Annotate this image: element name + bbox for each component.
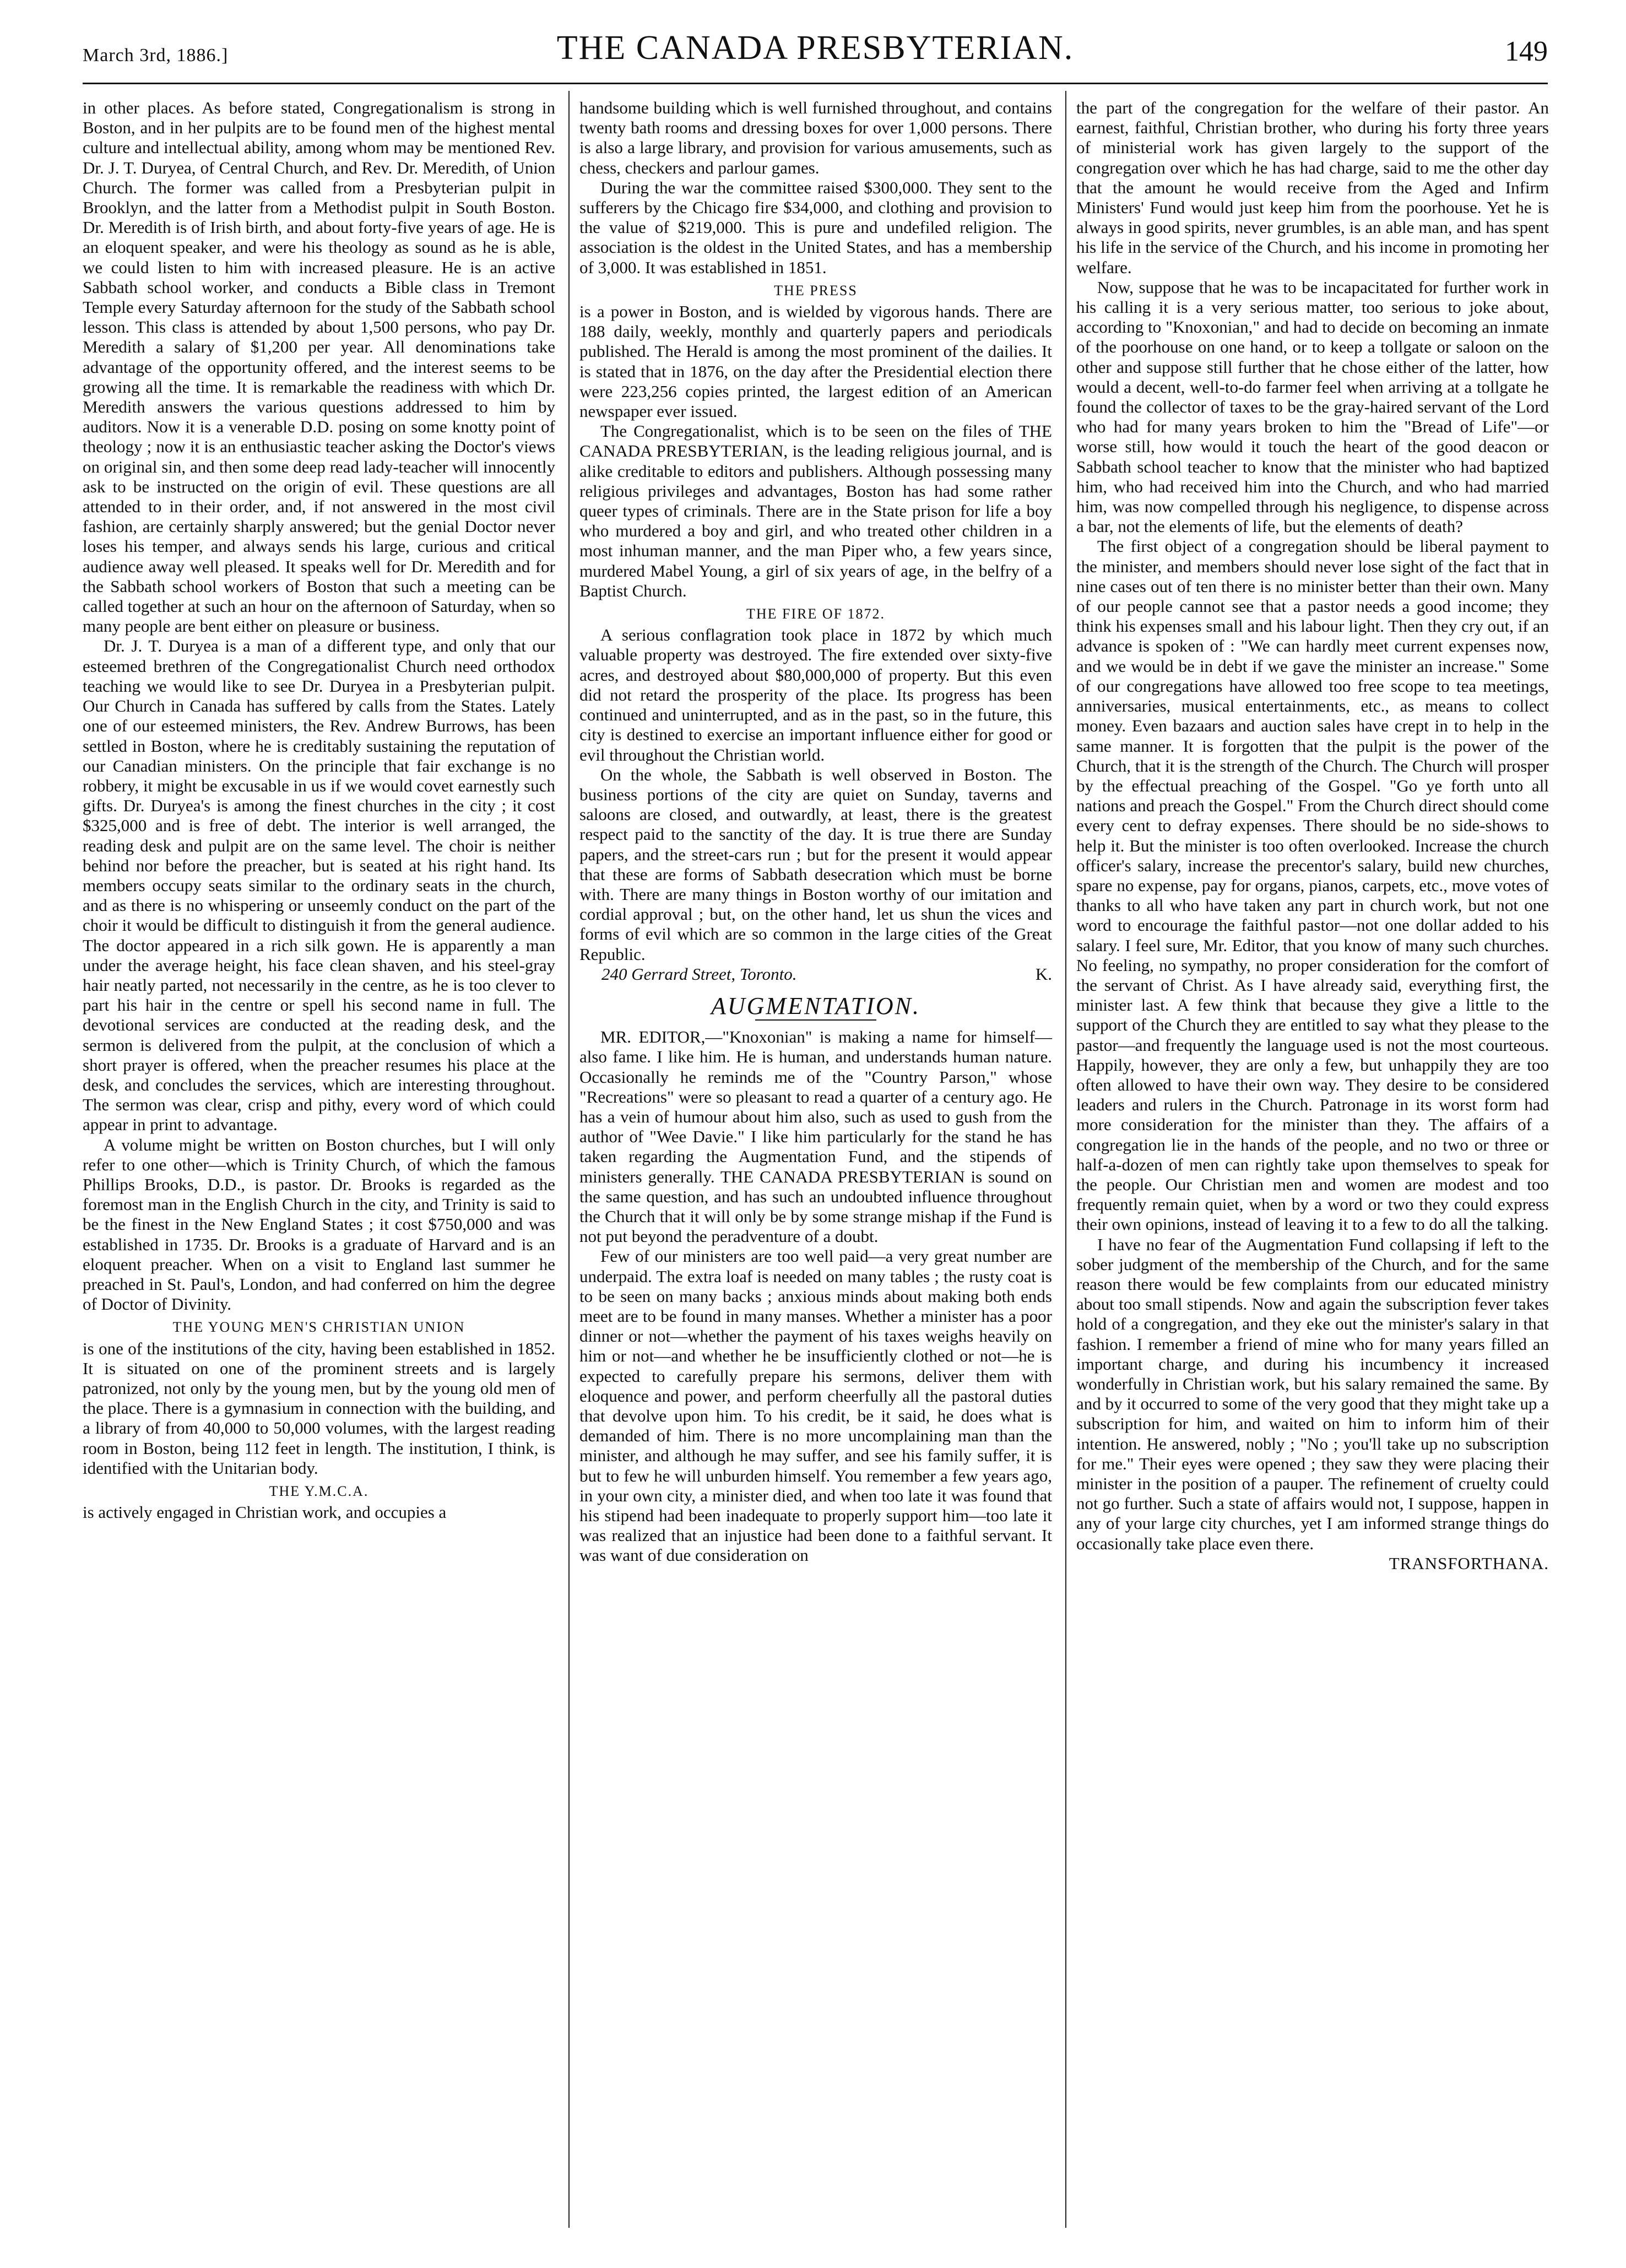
paragraph: Now, suppose that he was to be incapacitated for further work in his calling it is a very serious matter, too serious to joke about, according to "Knoxonian," and had to decide on becoming an inmate of the poorhouse on one hand, or to keep a tollgate or saloon on the other and suppose still further that he chose either of the latter, how would a decent, well-to-do farmer feel when arriving at a tollgate he found the collector of taxes to be the gray-haired servant of the Lord who had for many years broken to him the "Bread of Life"—or worse still, how would it touch the heart of the good deacon or Sabbath school teacher to know that the minister who had baptized him, who had received him into the Church, and who had married him, was now compelled through his negligence, to dispense across a bar, not the elements of life, but the elements of death? (1076, 277, 1549, 536)
column-divider (568, 91, 570, 2228)
author-signature: K. (1035, 964, 1052, 984)
paragraph: is actively engaged in Christian work, and occupies a (83, 1502, 447, 1522)
paragraph: The Congregationalist, which is to be seen on the files of THE CANADA PRESBYTERIAN, is the leading religious journal, and is alike creditable to editors and publishers. Although possessing many religious privileges and advantages, Boston has had some rather queer types of criminals. There are in the State prison for life a boy who murdered a boy and girl, and who treated other children in a most inhuman manner, and the man Piper who, a few years since, murdered Mabel Young, a girl of six years of age, in the belfry of a Baptist Church. (579, 421, 1052, 600)
paragraph: MR. EDITOR,—"Knoxonian" is making a name for himself—also fame. I like him. He is human, and understands human nature. Occasionally he reminds me of the "Country Parson," whose "Recreations" were so pleasant to read a quarter of a century ago. He has a vein of humour about him also, such as used to gush from the author of "Wee Davie." I like him particularly for the stand he has taken regarding the Augmentation Fund, and the stipends of ministers generally. THE CANADA PRESBYTERIAN is sound on the same question, and has such an undoubted influence throughout the Church that it will only be by some strange mishap if the Fund is not put beyond the peradventure of a doubt. (579, 1027, 1052, 1246)
paragraph: During the war the committee raised $300,000. They sent to the sufferers by the Chicago fire $34,000, and clothing and provision to the value of $219,000. This is pure and undefiled religion. The association is the oldest in the United States, and has a membership of 3,000. It was established in 1851. (579, 177, 1052, 277)
column-2 (579, 98, 1052, 1566)
paragraph: The first object of a congregation should be liberal payment to the minister, and members should never lose sight of the fact that in nine cases out of ten there is no minister better than their own. Many of our people cannot see that a pastor needs a good income; they think his expenses small and his labour light. Then they cry out, if an advance is spoken of : "We can hardly meet current expenses now, and we would be in debt if we gave the minister an increase." Some of our congregations have allowed too free scope to tea meetings, anniversaries, musical entertainments, etc., as means to collect money. Even bazaars and auction sales have crept in to help in the same manner. It is forgotten that the pulpit is the power of the Church, that it is the strength of the Church. The Church will prosper by the effectual preaching of the Gospel. "Go ye forth unto all nations and preach the Gospel." From the Church direct should come every cent to defray expenses. There should be no side-shows to help it. But the minister is too often overlooked. Increase the church officer's salary, increase the precentor's salary, build new churches, spare no expense, pay for organs, pianos, carpets, etc., move votes of thanks to all who have taken any part in church work, but not one word to encourage the faithful pastor—not one dollar added to his salary. I feel sure, Mr. Editor, that you know of many such churches. No feeling, no sympathy, no proper consideration for the comfort of the servant of Christ. As I have already said, everything first, the minister last. A few think that because they give a little to the support of the Church they are entitled to say what they please to the pastor—and frequently the language used is not the most courteous. Happily, however, they are only a few, but unhappily they are too often allowed to have their own way. They desire to be considered leaders and rulers in the Church. Patronage in its worst form had more consideration for the minister than they. The affairs of a congregation lie in the hands of the people, and no two or three or half-a-dozen of men can rightly take upon themselves to speak for the people. Our Christian men and women are modest and too frequently remain quiet, when by a word or two they could express their own opinions, instead of leaving it to a few to do all the talking. (1076, 536, 1549, 1234)
paragraph: in other places. As before stated, Congregationalism is strong in Boston, and in her pulpits are to be found men of the highest mental culture and intellectual ability, among whom may be mentioned Rev. Dr. J. T. Duryea, of Central Church, and Rev. Dr. Meredith, of Union Church. The former was called from a Presbyterian pulpit in Brooklyn, and the latter from a Methodist pulpit in South Boston. Dr. Meredith is of Irish birth, and about forty-five years of age. He is an eloquent speaker, and were his theology as sound as he is able, we could listen to him with increased pleasure. He is an active Sabbath school worker, and conducts a Bible class in Tremont Temple every Saturday afternoon for the study of the Sabbath school lesson. This class is attended by about 1,500 persons, who pay Dr. Meredith a salary of $1,200 per year. All denominations take advantage of the opportunity offered, and the interest seems to be growing all the time. It is remarkable the readiness with which Dr. Meredith answers the various questions addressed to him by auditors. Now it is a venerable D.D. posing on some knotty point of theology ; now it is an enthusiastic teacher asking the Doctor's views on original sin, and then some deep read lady-teacher will innocently ask to be instructed on the origin of evil. These questions are all attended to in their order, and, if not answered in the most civil fashion, are certainly sharply answered; but the genial Doctor never loses his temper, and always sends his large, curious and critical audience away well pleased. It speaks well for Dr. Meredith and for the Sabbath school workers of Boston that such a meeting can be called together at such an hour on the afternoon of Saturday, when so many people are bent either on pleasure or business. (83, 98, 555, 636)
author-address: 240 Gerrard Street, Toronto. (601, 964, 797, 984)
page-number: 149 (1505, 36, 1548, 67)
author-signature: TRANSFORTHANA. (1389, 1553, 1549, 1573)
column-divider (1065, 91, 1066, 2228)
paragraph: handsome building which is well furnished throughout, and contains twenty bath rooms and dressing boxes for over 1,000 persons. There is also a large library, and provision for various amusements, such as chess, checkers and parlour games. (579, 98, 1052, 177)
paragraph: A serious conflagration took place in 1872 by which much valuable property was destroyed. The fire extended over sixty-five acres, and destroyed about $80,000,000 of property. But this even did not retard the prosperity of the place. Its progress has been continued and uninterrupted, and as in the past, so in the future, this city is destined to exercise an important influence either for good or evil throughout the Christian world. (579, 625, 1052, 764)
column-3 (1076, 98, 1549, 1574)
paragraph: Few of our ministers are too well paid—a very great number are underpaid. The extra loaf is needed on many tables ; the rusty coat is to be seen on many backs ; anxious minds about making both ends meet are to be found in many manses. Whether a minister has a poor dinner or not—whether the payment of his taxes weighs heavily on him or not—and whether he be insufficiently clothed or not—he is expected to carefully prepare his sermons, deliver them with eloquence and power, and perform cheerfully all the pastoral duties that devolve upon him. To his credit, be it said, he does what is demanded of him. There is no more uncomplaining man than the minister, and although he may suffer, and see his family suffer, it is but to few he will unburden himself. You remember a few years ago, in your own city, a minister died, and when too late it was found that his stipend had been inadequate to properly support him—too late it was realized that an injustice had been done to a faithful servant. It was want of due consideration on (579, 1246, 1052, 1565)
paragraph: A volume might be written on Boston churches, but I will only refer to one other—which is Trinity Church, of which the famous Phillips Brooks, D.D., is pastor. Dr. Brooks is regarded as the foremost man in the English Church in the city, and Trinity is said to be the finest in the New England States ; it cost $750,000 and was established in 1735. Dr. Brooks is a graduate of Harvard and is an eloquent preacher. When on a visit to England last summer he preached in St. Paul's, London, and had conferred on him the degree of Doctor of Divinity. (83, 1135, 555, 1314)
page-header (83, 29, 1548, 78)
paragraph: I have no fear of the Augmentation Fund collapsing if left to the sober judgment of the membership of the Church, and for the same reason there would be few complaints from our educated ministry about too small stipends. Now and again the subscription fever takes hold of a congregation, and they eke out the minister's salary in that fashion. I remember a friend of mine who for many years filled an important charge, and during his incumbency it increased wonderfully in Christian work, but his salary remained the same. By and by it occurred to some of the very good that they might take up a subscription for him, and waited on him to inform him of their intention. He answered, nobly ; "No ; you'll take up no subscription for me." Their eyes were opened ; they saw they were placing their minister in the position of a pauper. The refinement of cruelty could not go further. Such a state of affairs would not, I suppose, happen in any of your large city churches, yet I am informed strange things do occasionally take place even there. (1076, 1234, 1549, 1553)
section-heading: THE FIRE OF 1872. (746, 606, 886, 622)
title-rule (755, 1019, 876, 1021)
paragraph: is a power in Boston, and is wielded by vigorous hands. There are 188 daily, weekly, monthly and quarterly papers and periodicals published. The Herald is among the most prominent of the dailies. It is stated that in 1876, on the day after the Presidential election there were 223,256 copies printed, the largest edition of an American newspaper ever issued. (579, 302, 1052, 421)
section-heading: THE YOUNG MEN'S CHRISTIAN UNION (172, 1319, 465, 1336)
article-title: AUGMENTATION. (711, 992, 920, 1019)
newspaper-title: THE CANADA PRESBYTERIAN. (556, 29, 1074, 67)
header-rule (83, 83, 1548, 84)
paragraph: is one of the institutions of the city, having been established in 1852. It is situated on one of the prominent streets and is largely patronized, not only by the young men, but by the young old men of the place. There is a gymnasium in connection with the building, and a library of from 40,000 to 50,000 volumes, with the largest reading room in Boston, being 112 feet in length. The institution, I think, is identified with the Unitarian body. (83, 1338, 555, 1478)
issue-date: March 3rd, 1886.] (83, 45, 229, 66)
paragraph: Dr. J. T. Duryea is a man of a different type, and only that our esteemed brethren of the Congregationalist Church need orthodox teaching we would like to see Dr. Duryea in a Presbyterian pulpit. Our Church in Canada has suffered by calls from the States. Lately one of our esteemed ministers, the Rev. Andrew Burrows, has been settled in Boston, where he is creditably sustaining the reputation of our Canadian ministers. On the principle that fair exchange is no robbery, it might be excusable in us if we would covet earnestly such gifts. Dr. Duryea's is among the finest churches in the city ; it cost $325,000 and is free of debt. The interior is well arranged, the reading desk and pulpit are on the same level. The choir is neither behind nor before the preacher, but is seated at his right hand. Its members occupy seats similar to the ordinary seats in the church, and as there is no whispering or unseemly conduct on the part of the choir it would be difficult to distinguish it from the general audience. The doctor appeared in a rich silk gown. He is apparently a man under the average height, his face clean shaven, and his steel-gray hair neatly parted, not necessarily in the centre, as he is too clever to part his hair in the centre or spell his second name in full. The devotional services are conducted at the reading desk, and the sermon is delivered from the pulpit, at the conclusion of which a short prayer is offered, when the preacher resumes his place at the desk, and concludes the services, which are interesting throughout. The sermon was clear, crisp and pithy, every word of which could appear in print to advantage. (83, 636, 555, 1135)
section-heading: THE PRESS (774, 282, 858, 299)
column-1 (83, 98, 555, 1522)
signature-row (579, 964, 1052, 984)
paragraph: the part of the congregation for the welfare of their pastor. An earnest, faithful, Christian brother, who during his forty three years of ministerial work has given largely to the support of the congregation over which he has had charge, said to me the other day that the amount he would receive from the Aged and Infirm Ministers' Fund would just keep him from the poorhouse. Yet he is always in good spirits, never grumbles, is an able man, and has spent his life in the service of the Church, and his income in promoting her welfare. (1076, 98, 1549, 277)
section-heading: THE Y.M.C.A. (269, 1483, 369, 1500)
paragraph: On the whole, the Sabbath is well observed in Boston. The business portions of the city are quiet on Sunday, taverns and saloons are closed, and outwardly, at least, there is the greatest respect paid to the sanctity of the day. It is true there are Sunday papers, and the street-cars run ; but for the present it would appear that these are forms of Sabbath desecration which must be borne with. There are many things in Boston worthy of our imitation and cordial approval ; but, on the other hand, let us shun the vices and forms of evil which are so common in the large cities of the Great Republic. (579, 764, 1052, 964)
